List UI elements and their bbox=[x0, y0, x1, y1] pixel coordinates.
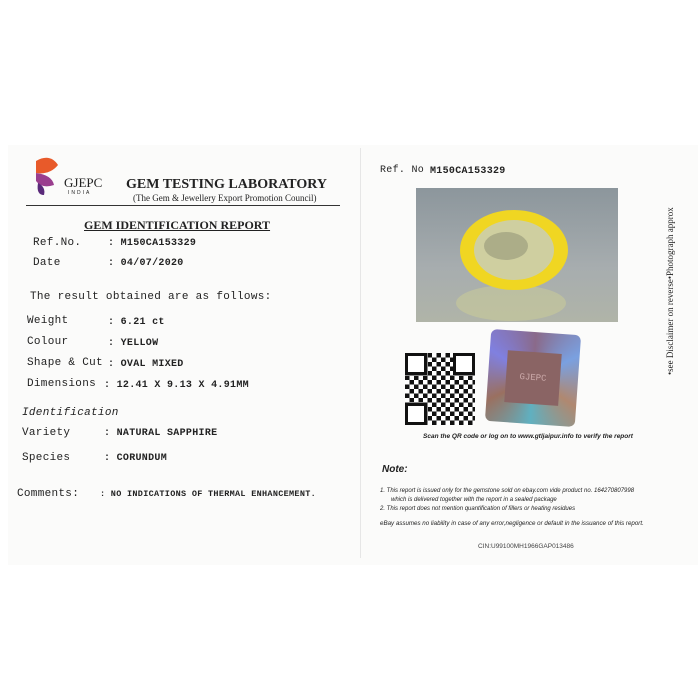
date-value: : 04/07/2020 bbox=[108, 258, 184, 269]
shape-label: Shape & Cut bbox=[27, 357, 103, 369]
comments-value: : NO INDICATIONS OF THERMAL ENHANCEMENT. bbox=[100, 489, 317, 499]
note-1: 1. This report is issued only for the gemstone sold on ebay.com vide product no. 164270807998 bbox=[380, 488, 635, 494]
logo-country: INDIA bbox=[68, 190, 92, 196]
note-1-cont: which is delivered together with the report in a sealed package bbox=[391, 497, 557, 503]
right-ref-value: M150CA153329 bbox=[430, 166, 506, 177]
identification-heading: Identification bbox=[22, 407, 119, 419]
ref-label: Ref.No. bbox=[33, 237, 82, 249]
lab-subtitle: (The Gem & Jewellery Export Promotion Council) bbox=[133, 193, 317, 203]
hologram-seal bbox=[485, 329, 581, 427]
note-heading: Note: bbox=[382, 464, 408, 475]
note-2: 2. This report does not mention quantification of fillers or heating residues bbox=[380, 506, 576, 512]
intro-text: The result obtained are as follows: bbox=[30, 291, 272, 303]
qr-code[interactable] bbox=[405, 353, 475, 425]
scan-instructions: Scan the QR code or log on to www.gtljaipur.info to verify the report bbox=[423, 433, 633, 440]
dimensions-value: : 12.41 X 9.13 X 4.91MM bbox=[104, 380, 249, 391]
report-title: GEM IDENTIFICATION REPORT bbox=[84, 218, 271, 232]
fold-divider bbox=[360, 148, 361, 558]
comments-label: Comments: bbox=[17, 488, 80, 500]
dimensions-label: Dimensions bbox=[27, 378, 97, 390]
variety-value: : NATURAL SAPPHIRE bbox=[104, 428, 218, 439]
ebay-disclaimer: eBay assumes no liability in case of any error,negligence or default in the issuance of this report. bbox=[380, 520, 644, 527]
butterfly-logo-icon bbox=[28, 155, 66, 199]
right-ref-label: Ref. No bbox=[380, 165, 425, 176]
logo-brand: GJEPC bbox=[64, 175, 103, 190]
lab-title: GEM TESTING LABORATORY bbox=[126, 177, 327, 192]
ref-value: : M150CA153329 bbox=[108, 238, 197, 249]
date-label: Date bbox=[33, 257, 61, 269]
weight-value: : 6.21 ct bbox=[108, 317, 165, 328]
variety-label: Variety bbox=[22, 427, 71, 439]
shape-value: : OVAL MIXED bbox=[108, 359, 184, 370]
cin-number: CIN:U99100MH1966GAP013486 bbox=[478, 543, 574, 550]
hologram-text: GJEPC bbox=[519, 372, 547, 384]
colour-value: : YELLOW bbox=[108, 338, 159, 349]
gemstone-photo bbox=[416, 188, 618, 322]
header-rule bbox=[26, 205, 340, 206]
species-label: Species bbox=[22, 452, 71, 464]
side-disclaimer: •see Disclaimer on reverse•Photograph approx bbox=[665, 207, 675, 375]
weight-label: Weight bbox=[27, 315, 69, 327]
species-value: : CORUNDUM bbox=[104, 453, 168, 464]
gjepc-logo bbox=[28, 155, 118, 200]
colour-label: Colour bbox=[27, 336, 69, 348]
